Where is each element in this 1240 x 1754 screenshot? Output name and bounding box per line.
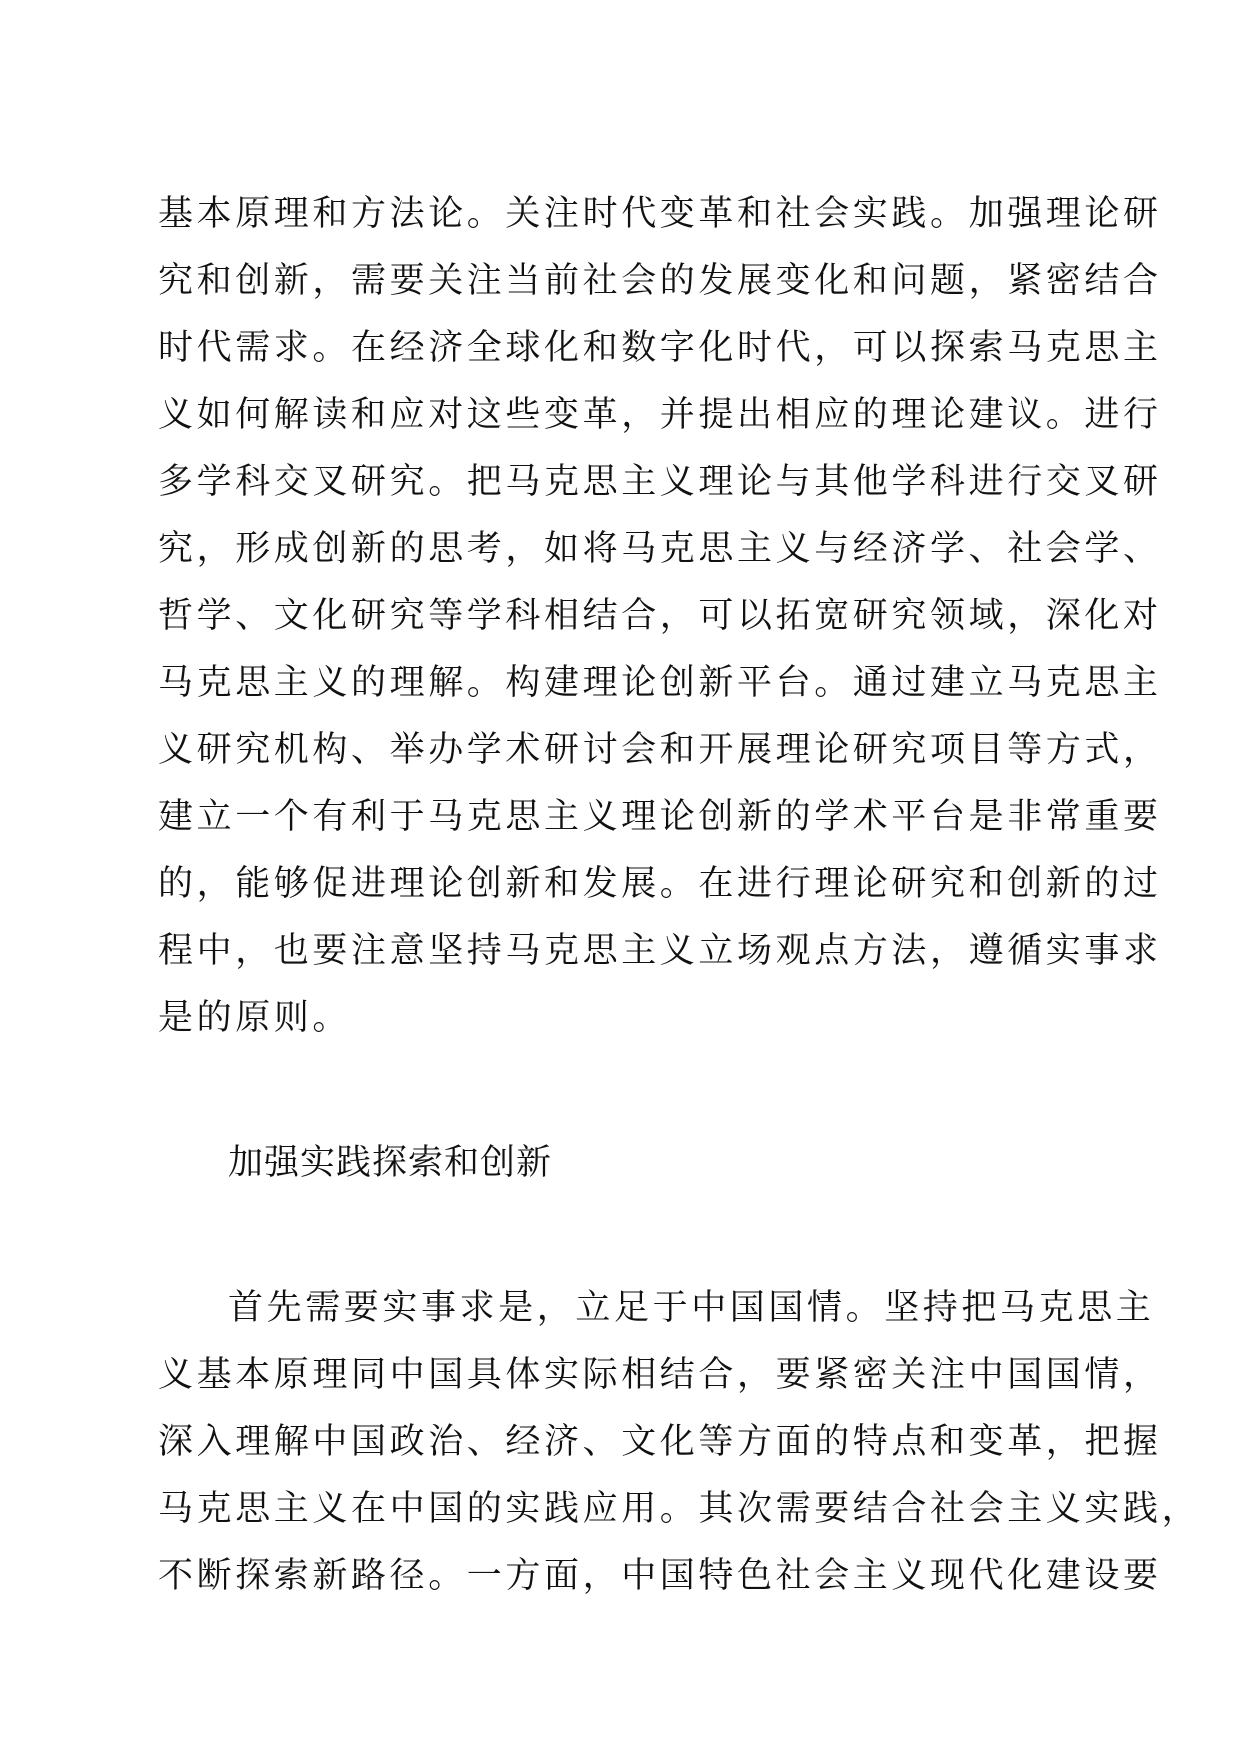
paragraph-line: 义研究机构、举办学术研讨会和开展理论研究项目等方式， (158, 730, 1162, 770)
paragraph-line: 究，形成创新的思考，如将马克思主义与经济学、社会学、 (158, 529, 1162, 569)
paragraph-line: 不断探索新路径。一方面，中国特色社会主义现代化建设要 (158, 1556, 1162, 1596)
paragraph-line: 是的原则。 (158, 998, 352, 1038)
paragraph-line: 基本原理和方法论。关注时代变革和社会实践。加强理论研 (158, 194, 1162, 234)
paragraph-line: 时代需求。在经济全球化和数字化时代，可以探索马克思主 (158, 328, 1162, 368)
paragraph-line: 究和创新，需要关注当前社会的发展变化和问题，紧密结合 (158, 261, 1162, 301)
paragraph-line: 马克思主义的理解。构建理论创新平台。通过建立马克思主 (158, 663, 1162, 703)
paragraph-line: 义如何解读和应对这些变革，并提出相应的理论建议。进行 (158, 395, 1162, 435)
paragraph-line: 首先需要实事求是，立足于中国国情。坚持把马克思主 (228, 1288, 1155, 1328)
paragraph-line: 建立一个有利于马克思主义理论创新的学术平台是非常重要 (158, 797, 1162, 837)
paragraph-line: 程中，也要注意坚持马克思主义立场观点方法，遵循实事求 (158, 931, 1162, 971)
paragraph-line: 马克思主义在中国的实践应用。其次需要结合社会主义实践， (158, 1489, 1201, 1529)
section-heading: 加强实践探索和创新 (228, 1143, 553, 1183)
paragraph-line: 哲学、文化研究等学科相结合，可以拓宽研究领域，深化对 (158, 596, 1162, 636)
paragraph-line: 深入理解中国政治、经济、文化等方面的特点和变革，把握 (158, 1422, 1162, 1462)
paragraph-line: 义基本原理同中国具体实际相结合，要紧密关注中国国情， (158, 1355, 1162, 1395)
paragraph-line: 的，能够促进理论创新和发展。在进行理论研究和创新的过 (158, 864, 1162, 904)
paragraph-line: 多学科交叉研究。把马克思主义理论与其他学科进行交叉研 (158, 462, 1162, 502)
